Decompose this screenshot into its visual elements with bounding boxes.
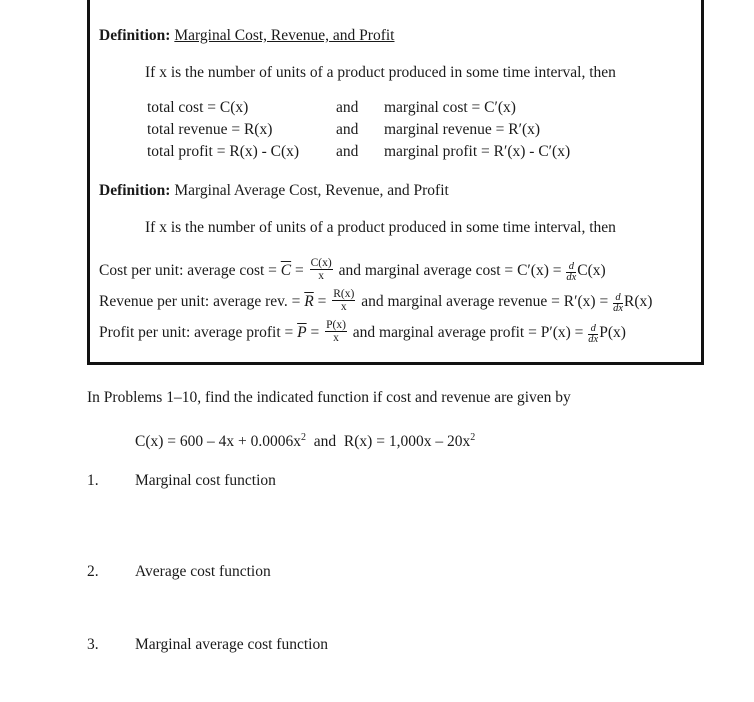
def2-row-cost-mid: and marginal average cost = bbox=[338, 262, 518, 280]
def2-row-profit-fraction bbox=[325, 319, 347, 344]
def1-row-3-conj: and bbox=[336, 143, 359, 160]
def2-row-revenue-deriv: R′(x) = bbox=[563, 293, 613, 311]
def2-row-profit-label: Profit per unit: average profit = bbox=[99, 324, 298, 342]
formula-conjunction: and bbox=[313, 433, 337, 451]
cost-formula-exponent: 2 bbox=[301, 432, 307, 443]
fraction-denominator: x bbox=[340, 301, 347, 313]
fraction-numerator: R(x) bbox=[333, 288, 355, 300]
ddx-numerator: d bbox=[588, 324, 598, 335]
definition-2-intro: If x is the number of units of a product produced in some time interval, then bbox=[145, 219, 616, 236]
revenue-formula bbox=[344, 433, 475, 450]
def2-row-cost-symbol: $\overline{C}$ bbox=[280, 262, 292, 280]
def2-row-cost-label: Cost per unit: average cost = bbox=[99, 262, 281, 280]
def2-row-cost-fraction bbox=[310, 257, 333, 282]
def2-row-revenue-label: Revenue per unit: average rev. = bbox=[99, 293, 305, 311]
def2-row-revenue: Revenue per unit: average rev. = $\overline{R}$ = $\frac{R(x)}{x}$ and marginal average revenue = R′(x) = $\frac{d}{dx}R(x)$ bbox=[99, 288, 653, 314]
cost-formula-text: C(x) = 600 – 4x + 0.0006x bbox=[135, 433, 302, 451]
problems-formula bbox=[135, 432, 475, 451]
definition-1-label: Definition: bbox=[99, 27, 171, 44]
fraction-numerator: P(x) bbox=[326, 319, 346, 331]
definition-2-title bbox=[99, 182, 449, 200]
fraction-numerator: C(x) bbox=[310, 257, 332, 269]
fraction-denominator: x bbox=[318, 270, 325, 282]
def1-row-1-left: total cost = C(x) bbox=[147, 99, 249, 116]
problem-1-text: Marginal cost function bbox=[135, 472, 276, 489]
def2-row-cost-deriv: C′(x) = bbox=[517, 262, 566, 280]
def2-row-cost-ddx bbox=[566, 262, 576, 283]
def1-row-3-left: total profit = R(x) - C(x) bbox=[147, 143, 300, 160]
def1-row-1-right: marginal cost = C′(x) bbox=[384, 99, 516, 116]
definition-1-heading: Marginal Cost, Revenue, and Profit bbox=[174, 27, 395, 44]
def2-row-profit-symbol: $\overline{P}$ bbox=[297, 324, 307, 342]
definition-1-intro: If x is the number of units of a product produced in some time interval, then bbox=[145, 64, 616, 81]
problem-2-text: Average cost function bbox=[135, 563, 271, 580]
def1-row-2-conj: and bbox=[336, 121, 359, 138]
problem-3-number: 3. bbox=[87, 636, 99, 653]
ddx-numerator: d bbox=[566, 262, 576, 273]
definition-1-title bbox=[99, 27, 394, 45]
problem-3-text: Marginal average cost function bbox=[135, 636, 328, 653]
def2-row-profit-ddx bbox=[588, 324, 598, 345]
ddx-numerator: d bbox=[613, 293, 623, 304]
def1-row-3-right: marginal profit = R′(x) - C′(x) bbox=[384, 143, 571, 160]
problems-intro: In Problems 1–10, find the indicated function if cost and revenue are given by bbox=[87, 389, 571, 406]
revenue-formula-exponent: 2 bbox=[470, 432, 476, 443]
definition-2-heading: Marginal Average Cost, Revenue, and Profit bbox=[174, 182, 449, 199]
def1-row-2-left: total revenue = R(x) bbox=[147, 121, 273, 138]
def2-row-profit-mid: and marginal average profit = bbox=[352, 324, 541, 342]
ddx-denominator: dx bbox=[566, 272, 577, 283]
def2-row-revenue-tail: R(x) bbox=[623, 293, 653, 311]
ddx-denominator: dx bbox=[588, 334, 599, 345]
fraction-denominator: x bbox=[333, 332, 339, 344]
revenue-formula-text: R(x) = 1,000x – 20x bbox=[343, 433, 471, 451]
problem-2-number: 2. bbox=[87, 563, 99, 580]
definition-2-label: Definition: bbox=[99, 182, 171, 199]
def2-row-revenue-fraction bbox=[332, 288, 355, 313]
def2-row-profit: Profit per unit: average profit = $\overline{P}$ = $\frac{P(x)}{x}$ and marginal average profit = P′(x) = $\frac{d}{dx}P(x)$ bbox=[99, 319, 626, 345]
def2-row-profit-tail: P(x) bbox=[599, 324, 626, 342]
cost-formula bbox=[135, 433, 306, 450]
def1-row-2-right: marginal revenue = R′(x) bbox=[384, 121, 541, 138]
def2-row-revenue-symbol: $\overline{R}$ bbox=[304, 293, 314, 311]
problem-1-number: 1. bbox=[87, 472, 99, 489]
def2-row-cost: Cost per unit: average $\cos t = \overline{C}$ = $\frac{C(x)}{x}$ and marginal average cost = C′(x) = $\frac{d}{dx}C(x)$ bbox=[99, 257, 606, 283]
def2-row-revenue-mid: and marginal average revenue = bbox=[361, 293, 564, 311]
def2-row-cost-tail: C(x) bbox=[577, 262, 606, 280]
def1-row-1-conj: and bbox=[336, 99, 359, 116]
ddx-denominator: dx bbox=[613, 303, 623, 314]
def2-row-revenue-ddx bbox=[613, 293, 623, 314]
def2-row-profit-deriv: P′(x) = bbox=[540, 324, 588, 342]
